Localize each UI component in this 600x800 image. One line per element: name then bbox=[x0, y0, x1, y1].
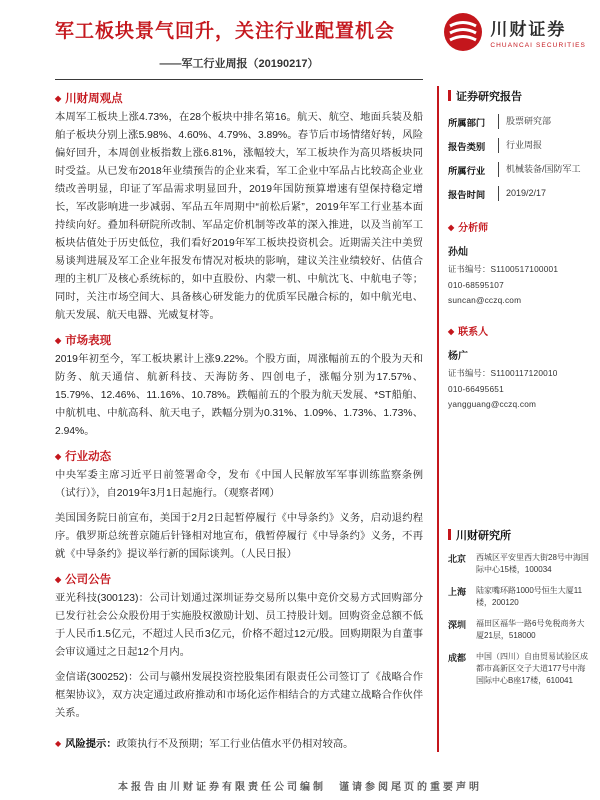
chuancai-logo-icon bbox=[443, 12, 483, 52]
section-heading-label: 市场表现 bbox=[65, 335, 112, 348]
institute-heading-label: 川财研究所 bbox=[456, 530, 511, 542]
analyst-cert: 证书编号：S1100517100001 bbox=[448, 264, 559, 274]
office-beijing bbox=[448, 552, 589, 576]
contact-phone: 010-66495651 bbox=[448, 384, 504, 394]
meta-row-industry bbox=[448, 162, 589, 177]
diamond-icon: ◆ bbox=[55, 336, 62, 346]
meta-row-category bbox=[448, 138, 589, 153]
research-institute bbox=[448, 527, 589, 687]
brand-name-en: CHUANCAI SECURITIES bbox=[490, 42, 586, 49]
contact-heading-label: 联系人 bbox=[458, 327, 489, 338]
report-type-label: 证券研究报告 bbox=[456, 91, 522, 103]
office-city: 成都 bbox=[448, 653, 467, 663]
section-heading-industry-news bbox=[55, 448, 423, 464]
contact-name: 杨广 bbox=[448, 351, 468, 362]
report-sidebar bbox=[437, 86, 589, 752]
section-industry-news bbox=[55, 448, 423, 564]
contact-email[interactable]: yangguang@cczq.com bbox=[448, 399, 537, 409]
paragraph: 本周军工板块上涨4.73%，在28个板块中排名第16。航天、航空、地面兵装及船舶子板块分别上涨5.98%、4.60%、4.79%、3.89%。春节后市场情绪好转，风险偏好回升，本周创业板指数上涨6.81%，涨幅较大，军工板块作为高贝塔板块同时受益。从已发布2018年业绩预告的企业来看，军工企业中军品占比较高企业业绩改善明显，印证了军品需求明显回升，2019年国防预算增速有望保持稳定增长，军改影响进一步减弱、军品五年周期中“前松后紧”，2019年军工行业基本面持续向好。叠加科研院所改制、军品定价机制等改革的深入推进，以及当前军工板块估值处于历史低位，我们看好2019年军工板块投资机会。近期需关注中美贸易谈判进展及军工企业年报发布情况对板块的影响，建议关注业绩较好、估值合理的主机厂及核心系统标的，如中直股份、内蒙一机、中航沈飞、中航电子等；同时，关注市场空间大、具备核心研发能力的优质军民融合标的，如中航光电、航天发展、航天电器、光威复材等。 bbox=[55, 112, 423, 322]
section-market-performance bbox=[55, 332, 423, 441]
office-chengdu bbox=[448, 651, 589, 687]
diamond-icon: ◆ bbox=[55, 575, 62, 585]
red-bar-icon bbox=[448, 529, 451, 540]
section-heading-market-performance bbox=[55, 332, 423, 348]
risk-text: 政策执行不及预期；军工行业估值水平仍相对较高。 bbox=[116, 739, 354, 751]
report-title: 军工板块景气回升，关注行业配置机会 bbox=[55, 21, 396, 42]
office-address: 陆家嘴环路1000号恒生大厦11楼，200120 bbox=[476, 586, 583, 607]
meta-row-department bbox=[448, 114, 589, 129]
paragraph: 美国国务院日前宣布，美国于2月2日起暂停履行《中导条约》义务，启动退约程序。俄罗斯总统普京随后针锋相对地宣布，俄暂停履行《中导条约》义务，不再就《中导条约》提议举行新的国际谈判。（人民日报） bbox=[55, 513, 423, 561]
meta-label: 报告类别 bbox=[448, 142, 486, 152]
meta-divider bbox=[498, 138, 499, 153]
report-subtitle: ——军工行业周报（20190217） bbox=[159, 58, 319, 70]
section-heading-label: 公司公告 bbox=[65, 574, 112, 587]
diamond-icon: ◆ bbox=[448, 327, 455, 336]
footer-disclaimer: 本报告由川财证券有限责任公司编制 谨请参阅尾页的重要声明 bbox=[118, 782, 482, 793]
risk-label: 风险提示： bbox=[65, 739, 117, 751]
office-city: 上海 bbox=[448, 587, 467, 597]
office-shenzhen bbox=[448, 618, 589, 642]
report-body bbox=[55, 86, 423, 750]
report-subtitle-rule bbox=[55, 54, 423, 80]
contact-heading bbox=[448, 323, 589, 338]
brand-name-cn: 川财证券 bbox=[490, 20, 567, 39]
meta-divider bbox=[498, 186, 499, 201]
risk-note bbox=[55, 735, 423, 750]
paragraph: 金信诺(300252)：公司与赣州发展投资控股集团有限责任公司签订了《战略合作框架协议》，双方决定通过政府推动和市场化运作相结合的方式建立战略合作伙伴关系。 bbox=[55, 672, 423, 720]
meta-divider bbox=[498, 114, 499, 129]
brand-text bbox=[490, 15, 586, 49]
analyst-phone: 010-68595107 bbox=[448, 280, 504, 290]
paragraph: 亚光科技(300123)：公司计划通过深圳证券交易所以集中竞价交易方式回购部分已发行社会公众股份用于实施股权激励计划、员工持股计划。回购资金总额不低于人民币1.5亿元，不超过人民币3亿元，价格不超过12元/股。回购期限为自董事会审议通过之日起12个月内。 bbox=[55, 593, 423, 659]
contact-cert: 证书编号：S1100117120010 bbox=[448, 368, 558, 378]
office-address: 福田区福华一路6号免税商务大厦21层，518000 bbox=[476, 619, 585, 640]
meta-label: 所属部门 bbox=[448, 118, 486, 128]
institute-heading bbox=[448, 527, 589, 543]
section-weekly-view bbox=[55, 90, 423, 325]
analyst-email[interactable]: suncan@cczq.com bbox=[448, 295, 522, 305]
office-city: 深圳 bbox=[448, 620, 467, 630]
meta-label: 所属行业 bbox=[448, 166, 486, 176]
diamond-icon: ◆ bbox=[55, 452, 62, 462]
meta-value: 2019/2/17 bbox=[506, 188, 547, 198]
office-address: 西城区平安里西大街28号中海国际中心15楼，100034 bbox=[476, 553, 589, 574]
analyst-heading bbox=[448, 219, 589, 234]
meta-divider bbox=[498, 162, 499, 177]
section-heading-label: 川财周观点 bbox=[65, 93, 123, 105]
meta-label: 报告时间 bbox=[448, 190, 486, 200]
analyst-heading-label: 分析师 bbox=[458, 223, 489, 234]
red-bar-icon bbox=[448, 90, 451, 101]
diamond-icon: ◆ bbox=[55, 94, 62, 103]
diamond-icon: ◆ bbox=[448, 223, 455, 232]
analyst-name: 孙灿 bbox=[448, 247, 468, 258]
section-heading-label: 行业动态 bbox=[65, 451, 112, 464]
report-meta bbox=[448, 114, 589, 201]
meta-row-date bbox=[448, 186, 589, 201]
section-heading-company-announcements bbox=[55, 571, 423, 587]
meta-value: 机械装备/国防军工 bbox=[506, 164, 581, 174]
office-shanghai bbox=[448, 585, 589, 609]
office-city: 北京 bbox=[448, 554, 467, 564]
section-heading-weekly-view bbox=[55, 90, 423, 106]
meta-value: 行业周报 bbox=[506, 140, 543, 150]
paragraph: 中央军委主席习近平日前签署命令，发布《中国人民解放军军事训练监察条例（试行）》，自2019年3月1日起施行。（观察者网） bbox=[55, 470, 423, 500]
diamond-icon: ◆ bbox=[55, 739, 62, 749]
paragraph: 2019年初至今，军工板块累计上涨9.22%。个股方面，周涨幅前五的个股为天和防务、航天通信、航新科技、天海防务、四创电子，涨幅分别为17.57%、15.79%、12.46%、11.16%、10.78%。跌幅前五的个股为航天发展、*ST船舶、中航机电、中航高科、航天电子，跌幅分别为0.31%、1.09%、1.73%、1.73%、2.94%。 bbox=[55, 354, 423, 438]
brand-logo bbox=[443, 12, 586, 52]
office-address: 中国（四川）自由贸易试验区成都市高新区交子大道177号中海国际中心B座17楼，610041 bbox=[476, 652, 588, 685]
report-type bbox=[448, 88, 589, 104]
section-company-announcements bbox=[55, 571, 423, 723]
meta-value: 股票研究部 bbox=[506, 116, 552, 126]
